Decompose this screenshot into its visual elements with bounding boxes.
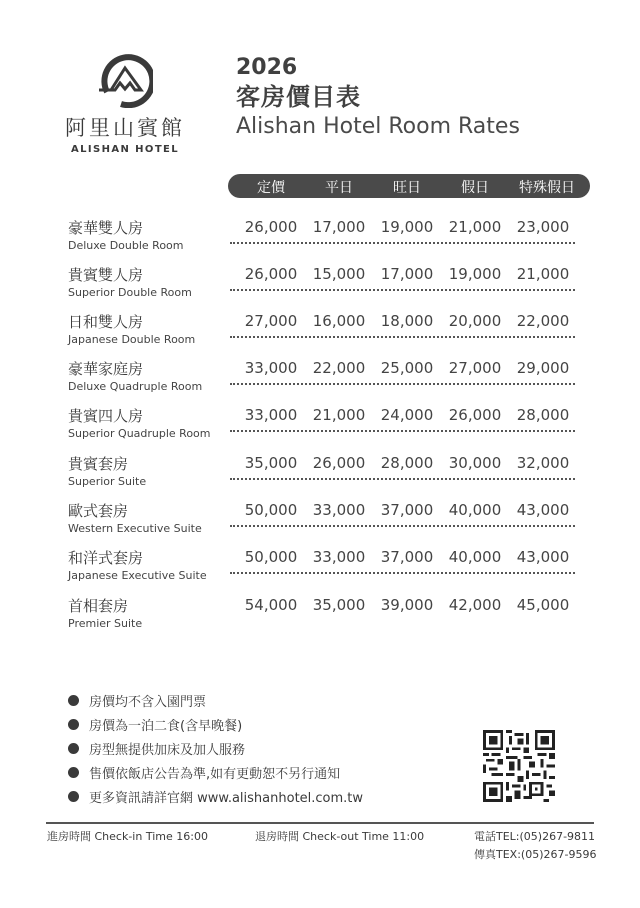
table-row bbox=[68, 595, 578, 642]
price-holiday: 27,000 bbox=[448, 359, 502, 377]
header-holiday: 假日 bbox=[461, 180, 489, 196]
price-weekday: 16,000 bbox=[312, 312, 366, 330]
mountain-circle-logo-icon bbox=[97, 52, 153, 108]
table-row bbox=[68, 358, 578, 405]
dotted-divider bbox=[230, 572, 575, 574]
table-row bbox=[68, 405, 578, 452]
room-name-zh: 豪華家庭房 bbox=[68, 360, 144, 378]
header-weekday: 平日 bbox=[325, 180, 353, 196]
note-item: 房價均不含入園門票 bbox=[68, 688, 363, 712]
note-item: 房型無提供加床及加人服務 bbox=[68, 736, 363, 760]
room-name-en: Superior Suite bbox=[68, 475, 147, 488]
room-name-en: Deluxe Double Room bbox=[68, 239, 184, 252]
room-name-en: Japanese Double Room bbox=[68, 333, 196, 346]
table-row bbox=[68, 264, 578, 311]
bullet-icon bbox=[68, 791, 79, 802]
price-special: 43,000 bbox=[516, 501, 570, 519]
price-holiday: 26,000 bbox=[448, 406, 502, 424]
price-list: 35,000 bbox=[244, 454, 298, 472]
price-list: 50,000 bbox=[244, 548, 298, 566]
price-holiday: 20,000 bbox=[448, 312, 502, 330]
price-holiday: 40,000 bbox=[448, 548, 502, 566]
dotted-divider bbox=[230, 383, 575, 385]
hotel-logo bbox=[60, 52, 190, 155]
price-special: 29,000 bbox=[516, 359, 570, 377]
price-special: 23,000 bbox=[516, 218, 570, 236]
price-peak: 37,000 bbox=[380, 548, 434, 566]
price-peak: 28,000 bbox=[380, 454, 434, 472]
header-list-price: 定價 bbox=[257, 180, 285, 196]
price-peak: 25,000 bbox=[380, 359, 434, 377]
logo-name-en: ALISHAN HOTEL bbox=[70, 144, 180, 155]
table-row bbox=[68, 453, 578, 500]
header-peak-day: 旺日 bbox=[393, 180, 421, 196]
price-peak: 39,000 bbox=[380, 596, 434, 614]
room-name-zh: 豪華雙人房 bbox=[68, 219, 144, 237]
price-list: 54,000 bbox=[244, 596, 298, 614]
room-name-en: Superior Double Room bbox=[68, 286, 192, 299]
room-name-zh: 和洋式套房 bbox=[68, 549, 144, 567]
room-name-en: Premier Suite bbox=[68, 617, 143, 630]
price-peak: 18,000 bbox=[380, 312, 434, 330]
room-name-zh: 歐式套房 bbox=[68, 502, 129, 520]
price-list: 50,000 bbox=[244, 501, 298, 519]
table-row bbox=[68, 311, 578, 358]
room-name-zh: 貴賓套房 bbox=[68, 455, 129, 473]
room-name-zh: 首相套房 bbox=[68, 597, 129, 615]
bullet-icon bbox=[68, 743, 79, 754]
telephone: 電話TEL:(05)267-9811 bbox=[474, 830, 596, 843]
room-name-zh: 貴賓雙人房 bbox=[68, 266, 144, 284]
price-holiday: 21,000 bbox=[448, 218, 502, 236]
title-zh: 客房價目表 bbox=[236, 83, 361, 111]
dotted-divider bbox=[230, 336, 575, 338]
price-peak: 37,000 bbox=[380, 501, 434, 519]
price-weekday: 33,000 bbox=[312, 548, 366, 566]
room-name-zh: 日和雙人房 bbox=[68, 313, 144, 331]
checkin-time: 進房時間 Check-in Time 16:00 bbox=[47, 830, 208, 843]
price-special: 45,000 bbox=[516, 596, 570, 614]
price-holiday: 19,000 bbox=[448, 265, 502, 283]
dotted-divider bbox=[230, 242, 575, 244]
room-name-en: Western Executive Suite bbox=[68, 522, 202, 535]
room-name-zh: 貴賓四人房 bbox=[68, 407, 144, 425]
price-special: 21,000 bbox=[516, 265, 570, 283]
price-weekday: 17,000 bbox=[312, 218, 366, 236]
fax: 傳真TEX:(05)267-9596 bbox=[474, 848, 597, 861]
price-special: 22,000 bbox=[516, 312, 570, 330]
bullet-icon bbox=[68, 767, 79, 778]
note-item-website[interactable]: 更多資訊請詳官網 www.alishanhotel.com.tw bbox=[68, 784, 363, 808]
price-holiday: 40,000 bbox=[448, 501, 502, 519]
footer-divider bbox=[46, 822, 594, 824]
price-list: 26,000 bbox=[244, 218, 298, 236]
note-item: 售價依飯店公告為準,如有更動恕不另行通知 bbox=[68, 760, 363, 784]
bullet-icon bbox=[68, 719, 79, 730]
price-weekday: 15,000 bbox=[312, 265, 366, 283]
dotted-divider bbox=[230, 525, 575, 527]
price-peak: 24,000 bbox=[380, 406, 434, 424]
price-peak: 17,000 bbox=[380, 265, 434, 283]
price-special: 28,000 bbox=[516, 406, 570, 424]
price-peak: 19,000 bbox=[380, 218, 434, 236]
header-special-holiday: 特殊假日 bbox=[519, 180, 575, 196]
dotted-divider bbox=[230, 478, 575, 480]
price-weekday: 26,000 bbox=[312, 454, 366, 472]
title-year: 2026 bbox=[236, 55, 298, 80]
price-list: 27,000 bbox=[244, 312, 298, 330]
price-list: 33,000 bbox=[244, 359, 298, 377]
price-special: 43,000 bbox=[516, 548, 570, 566]
price-list: 26,000 bbox=[244, 265, 298, 283]
bullet-icon bbox=[68, 695, 79, 706]
table-row bbox=[68, 217, 578, 264]
price-holiday: 42,000 bbox=[448, 596, 502, 614]
price-special: 32,000 bbox=[516, 454, 570, 472]
table-row bbox=[68, 547, 578, 594]
price-table-header bbox=[228, 174, 590, 198]
room-name-en: Superior Quadruple Room bbox=[68, 427, 211, 440]
price-holiday: 30,000 bbox=[448, 454, 502, 472]
room-name-en: Japanese Executive Suite bbox=[68, 569, 207, 582]
checkout-time: 退房時間 Check-out Time 11:00 bbox=[255, 830, 425, 843]
title-en: Alishan Hotel Room Rates bbox=[236, 114, 520, 139]
dotted-divider bbox=[230, 430, 575, 432]
note-item: 房價為一泊二食(含早晚餐) bbox=[68, 712, 363, 736]
dotted-divider bbox=[230, 289, 575, 291]
logo-name-zh: 阿里山賓館 bbox=[65, 116, 185, 140]
notes-list bbox=[68, 688, 363, 808]
price-list: 33,000 bbox=[244, 406, 298, 424]
price-weekday: 22,000 bbox=[312, 359, 366, 377]
page-title bbox=[236, 54, 520, 142]
table-row bbox=[68, 500, 578, 547]
price-weekday: 33,000 bbox=[312, 501, 366, 519]
room-name-en: Deluxe Quadruple Room bbox=[68, 380, 203, 393]
qr-code-icon[interactable] bbox=[483, 730, 555, 802]
price-weekday: 21,000 bbox=[312, 406, 366, 424]
price-weekday: 35,000 bbox=[312, 596, 366, 614]
